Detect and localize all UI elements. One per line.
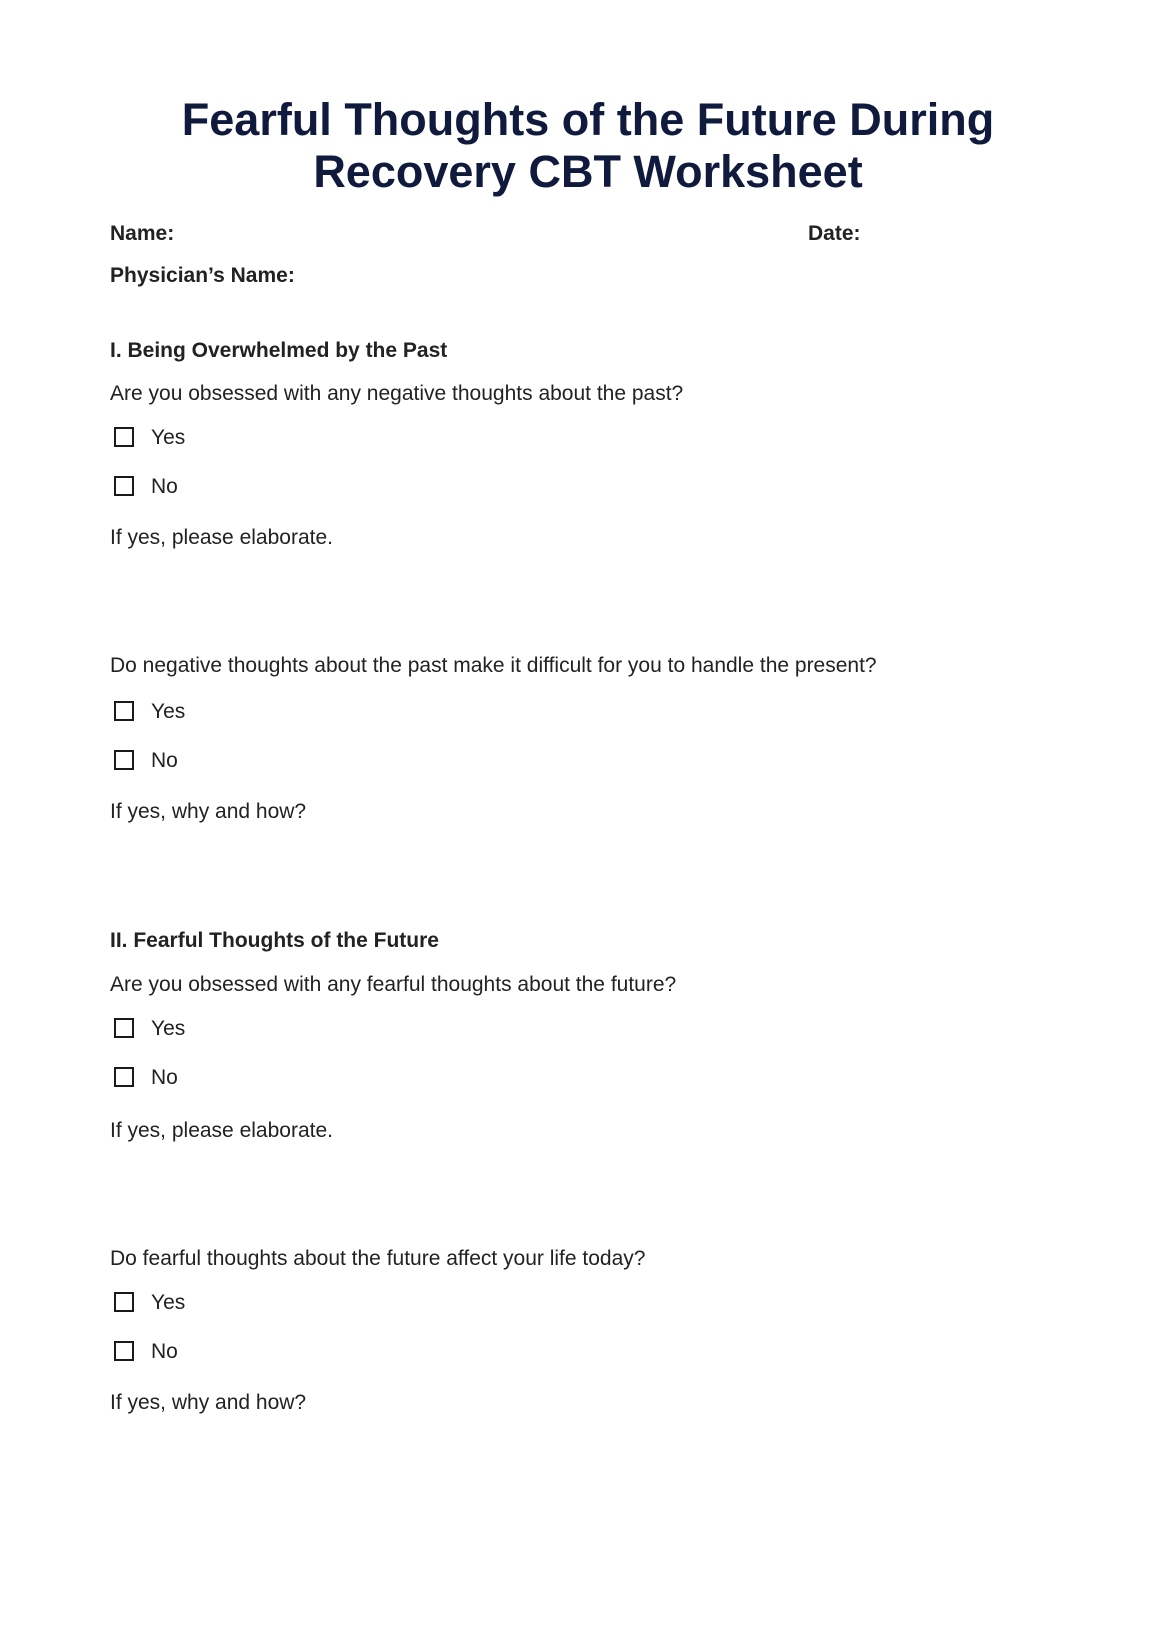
checkbox-past-present-no[interactable] [114, 750, 134, 770]
date-label: Date: [808, 222, 861, 245]
checkbox-past-obsessed-no[interactable] [114, 476, 134, 496]
worksheet-title-line-2: Recovery CBT Worksheet [313, 146, 863, 197]
checkbox-future-obsessed-no[interactable] [114, 1067, 134, 1087]
option-label-yes: Yes [151, 426, 186, 449]
question-past-obsessed: Are you obsessed with any negative thoughts about the past? [110, 382, 684, 405]
option-label-yes: Yes [151, 700, 186, 723]
option-label-no: No [151, 749, 178, 772]
name-label: Name: [110, 222, 175, 245]
option-label-no: No [151, 1340, 178, 1363]
followup-future-obsessed: If yes, please elaborate. [110, 1119, 333, 1142]
checkbox-future-obsessed-yes[interactable] [114, 1018, 134, 1038]
worksheet-title [0, 94, 1176, 198]
option-label-yes: Yes [151, 1291, 186, 1314]
question-past-present: Do negative thoughts about the past make it difficult for you to handle the present? [110, 654, 877, 677]
followup-future-today: If yes, why and how? [110, 1391, 307, 1414]
checkbox-past-present-yes[interactable] [114, 701, 134, 721]
checkbox-future-today-yes[interactable] [114, 1292, 134, 1312]
worksheet-title-line-1: Fearful Thoughts of the Future During [181, 94, 995, 145]
option-label-no: No [151, 475, 178, 498]
option-label-yes: Yes [151, 1017, 186, 1040]
question-future-obsessed: Are you obsessed with any fearful thoughts about the future? [110, 973, 677, 996]
option-label-no: No [151, 1066, 178, 1089]
followup-past-present: If yes, why and how? [110, 800, 307, 823]
followup-past-obsessed: If yes, please elaborate. [110, 526, 333, 549]
physician-name-label: Physician’s Name: [110, 264, 295, 287]
section-heading-past: I. Being Overwhelmed by the Past [110, 339, 448, 362]
checkbox-future-today-no[interactable] [114, 1341, 134, 1361]
question-future-today: Do fearful thoughts about the future affect your life today? [110, 1247, 646, 1270]
section-heading-future: II. Fearful Thoughts of the Future [110, 929, 439, 952]
checkbox-past-obsessed-yes[interactable] [114, 427, 134, 447]
